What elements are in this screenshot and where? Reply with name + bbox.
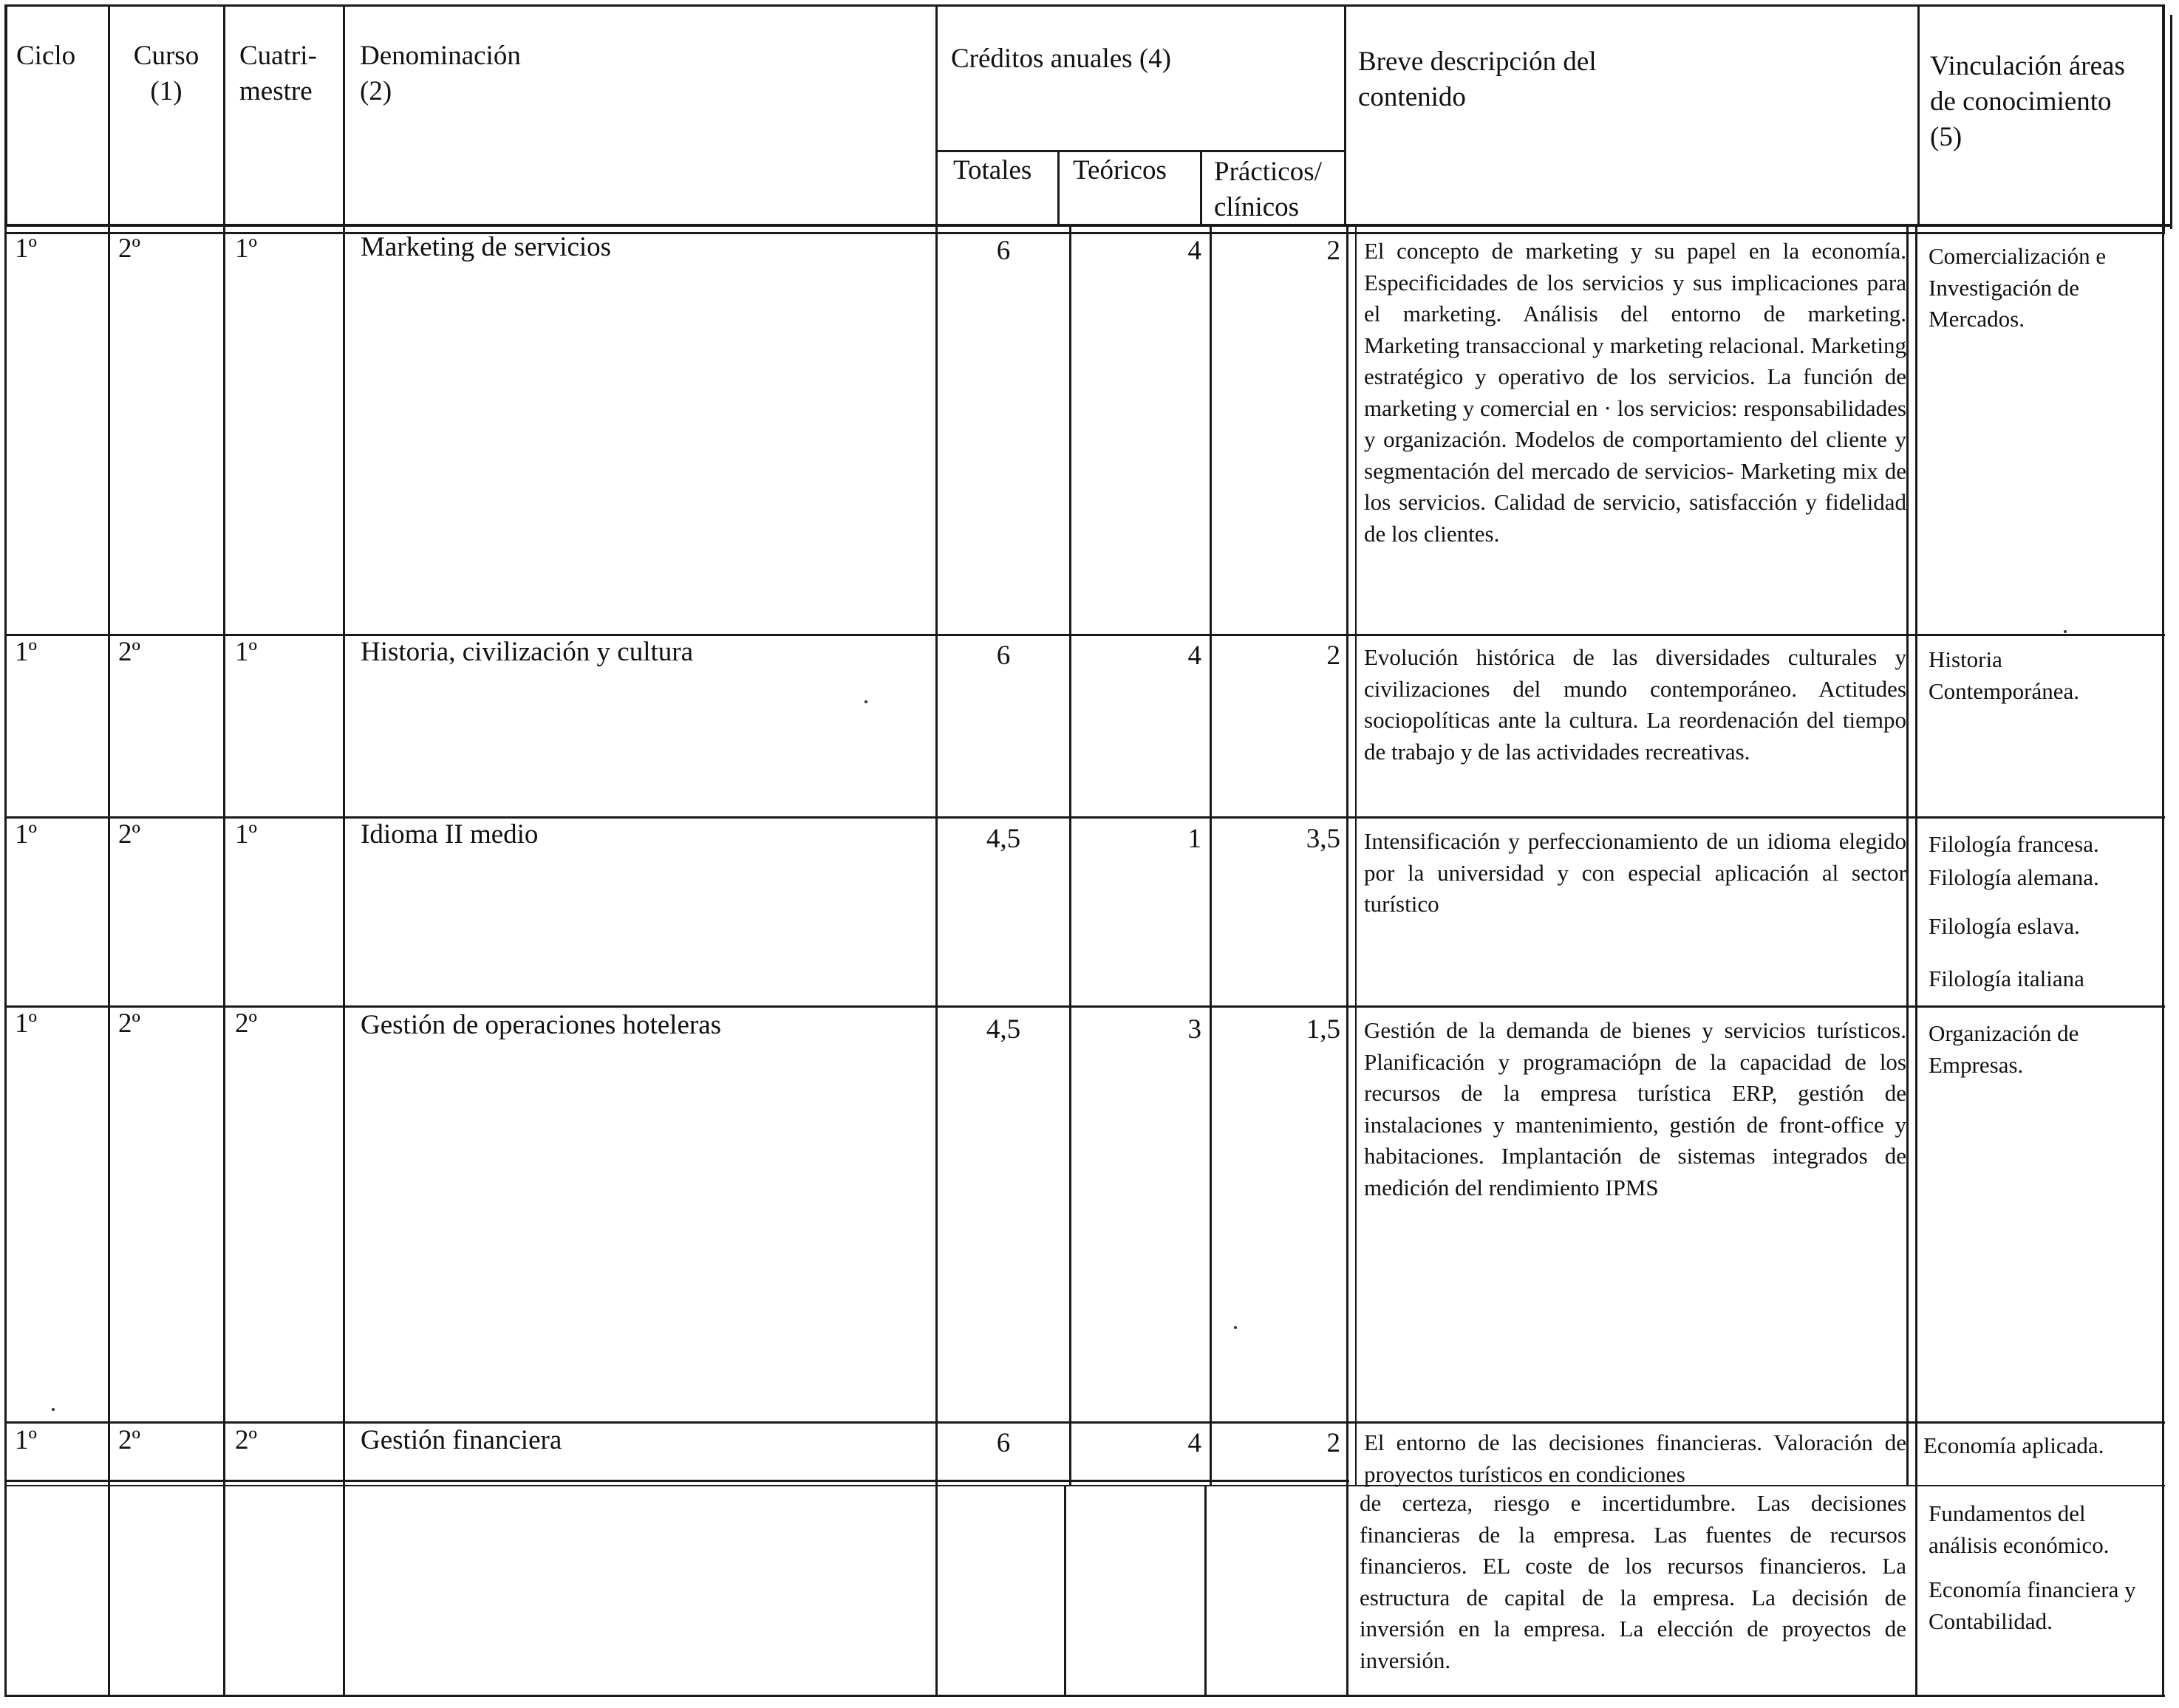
cell-ciclo: 1º bbox=[15, 637, 37, 667]
cell-denominacion: Gestión de operaciones hoteleras bbox=[361, 1010, 722, 1040]
header-vinculacion-line1: Vinculación áreas bbox=[1930, 51, 2125, 81]
header-cuatrimestre-line1: Cuatri- bbox=[239, 41, 317, 71]
area-item: Economía financiera y Contabilidad. bbox=[1929, 1577, 2136, 1634]
header-practicos bbox=[1214, 154, 1322, 225]
area-item: Filología alemana. bbox=[1929, 864, 2099, 890]
cell-areas bbox=[1929, 1498, 2158, 1637]
cell-cuatrimestre: 1º bbox=[235, 637, 257, 667]
area-item: Economía aplicada. bbox=[1923, 1432, 2104, 1458]
cell-totales: 6 bbox=[996, 236, 1011, 266]
cell-areas bbox=[1929, 241, 2150, 335]
cell-curso: 2º bbox=[118, 819, 140, 850]
area-item: Filología francesa. bbox=[1929, 831, 2099, 857]
cell-teoricos: 1 bbox=[1187, 824, 1201, 854]
cell-areas bbox=[1923, 1430, 2160, 1462]
header-curso-label: Curso bbox=[133, 41, 200, 71]
scan-speck bbox=[52, 1408, 55, 1411]
cell-totales: 4,5 bbox=[986, 824, 1021, 854]
cell-teoricos: 3 bbox=[1187, 1014, 1201, 1045]
header-descripcion-line2: contenido bbox=[1358, 82, 1466, 112]
area-item: Comercialización e Investigación de Mercados. bbox=[1929, 243, 2107, 332]
cell-cuatrimestre: 1º bbox=[235, 819, 257, 850]
cell-totales: 6 bbox=[996, 1428, 1011, 1458]
cell-teoricos: 4 bbox=[1187, 640, 1201, 671]
area-item: Filología eslava. bbox=[1929, 913, 2080, 939]
area-item: Historia Contemporánea. bbox=[1929, 646, 2080, 704]
area-item: Organización de Empresas. bbox=[1929, 1020, 2079, 1078]
cell-descripcion: El concepto de marketing y su papel en la economía. Especificidades de los servicios y sus implicaciones para el marketing. Análisis del entorno de marketing. Marketing transaccional y marketing relacional. Marketing estratégico y operativo de los servicios. La función de marketing y comercial en · los servicios: responsabilidades y organización. Modelos de comportamiento del cliente y segmentación del mercado de servicios- Marketing mix de los servicios. Calidad de servicio, satisfacción y fidelidad de los clientes. bbox=[1364, 238, 1906, 547]
cell-cuatrimestre: 2º bbox=[235, 1425, 257, 1455]
header-vinculacion-note: (5) bbox=[1930, 122, 1963, 152]
cell-descripcion: Intensificación y perfeccionamiento de un idioma elegido por la universidad y con especial aplicación al sector turístico bbox=[1364, 828, 1906, 917]
cell-practicos: 2 bbox=[1326, 640, 1340, 671]
cell-descripcion: Evolución histórica de las diversidades culturales y civilizaciones del mundo contemporáneo. Actitudes sociopolíticas ante la cultura. La reordenación del tiempo de trabajo y de las actividades recreativas. bbox=[1364, 644, 1906, 765]
cell-areas bbox=[1929, 644, 2150, 707]
cell-ciclo: 1º bbox=[15, 233, 37, 264]
cell-curso: 2º bbox=[118, 233, 140, 264]
header-vinculacion bbox=[1930, 49, 2125, 155]
cell-cuatrimestre: 1º bbox=[235, 233, 257, 264]
cell-practicos: 2 bbox=[1326, 236, 1340, 266]
cell-areas bbox=[1929, 829, 2150, 994]
header-teoricos: Teóricos bbox=[1073, 155, 1167, 185]
header-vinculacion-line2: de conocimiento bbox=[1930, 86, 2112, 117]
cell-ciclo: 1º bbox=[15, 1425, 37, 1455]
cell-cuatrimestre: 2º bbox=[235, 1008, 257, 1039]
header-denominacion bbox=[360, 38, 521, 109]
header-totales: Totales bbox=[953, 155, 1032, 185]
header-ciclo: Ciclo bbox=[16, 41, 76, 71]
header-practicos-line1: Prácticos/ bbox=[1214, 157, 1322, 187]
cell-ciclo: 1º bbox=[15, 819, 37, 850]
area-item: Filología italiana bbox=[1929, 965, 2084, 991]
cell-denominacion: Historia, civilización y cultura bbox=[361, 637, 694, 667]
header-descripcion-line1: Breve descripción del bbox=[1358, 47, 1597, 77]
cell-descripcion: de certeza, riesgo e incertidumbre. Las decisiones financieras de la empresa. Las fuentes de recursos financieros. EL coste de los recursos financieros. La estructura de capital de la empresa. La decisión de inversión en la empresa. La elección de proyectos de inversión. bbox=[1360, 1490, 1906, 1673]
header-cuatrimestre bbox=[239, 38, 317, 109]
header-cuatrimestre-line2: mestre bbox=[239, 76, 313, 106]
cell-totales: 6 bbox=[996, 640, 1011, 671]
cell-descripcion: Gestión de la demanda de bienes y servicios turísticos. Planificación y programaciópn de la capacidad de los recursos de la empresa turística ERP, gestión de instalaciones y mantenimiento, gestión de front-office y habitaciones. Implantación de sistemas integrados de medición del rendimiento IPMS bbox=[1364, 1017, 1906, 1200]
cell-denominacion: Marketing de servicios bbox=[361, 232, 612, 262]
header-creditos: Créditos anuales (4) bbox=[951, 44, 1171, 74]
cell-practicos: 3,5 bbox=[1306, 824, 1340, 854]
cell-descripcion: El entorno de las decisiones financieras. Valoración de proyectos turísticos en condiciones bbox=[1364, 1429, 1906, 1487]
cell-totales: 4,5 bbox=[986, 1014, 1021, 1045]
cell-denominacion: Idioma II medio bbox=[361, 819, 539, 850]
header-descripcion bbox=[1358, 44, 1597, 115]
area-item: Fundamentos del análisis económico. bbox=[1929, 1500, 2110, 1558]
cell-ciclo: 1º bbox=[15, 1008, 37, 1039]
cell-teoricos: 4 bbox=[1187, 1428, 1201, 1458]
cell-denominacion: Gestión financiera bbox=[361, 1425, 562, 1455]
header-denominacion-note: (2) bbox=[360, 76, 392, 106]
header-denominacion-label: Denominación bbox=[360, 41, 521, 71]
cell-curso: 2º bbox=[118, 1008, 140, 1039]
cell-practicos: 2 bbox=[1326, 1428, 1340, 1458]
scan-speck bbox=[1234, 1326, 1237, 1329]
scan-speck bbox=[2064, 630, 2067, 633]
scan-speck bbox=[865, 700, 867, 703]
cell-areas bbox=[1929, 1018, 2150, 1081]
header-curso bbox=[111, 38, 222, 109]
cell-curso: 2º bbox=[118, 637, 140, 667]
cell-teoricos: 4 bbox=[1187, 236, 1201, 266]
header-curso-note: (1) bbox=[150, 76, 183, 106]
header-practicos-line2: clínicos bbox=[1214, 192, 1300, 222]
cell-curso: 2º bbox=[118, 1425, 140, 1455]
cell-practicos: 1,5 bbox=[1306, 1014, 1340, 1045]
